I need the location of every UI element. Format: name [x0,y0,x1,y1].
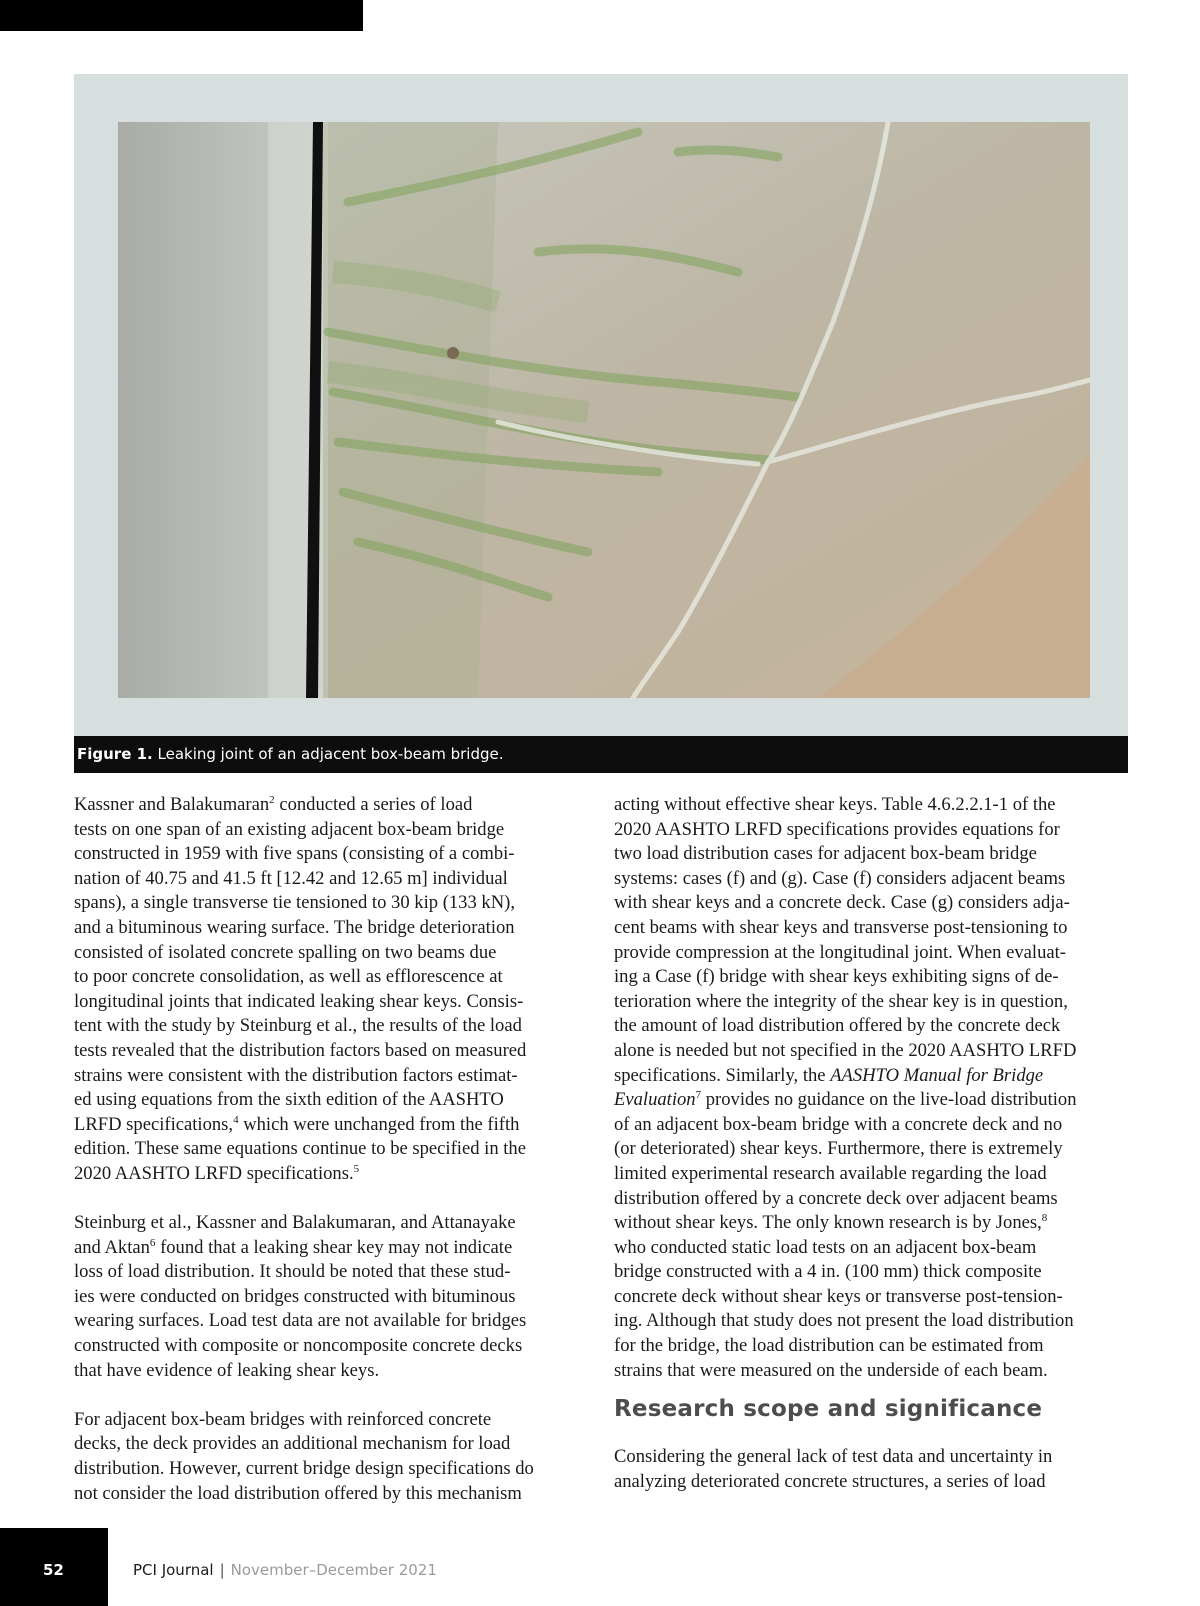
text-line: alone is needed but not specified in the 2020 AASHTO LRFD [614,1039,1077,1061]
text-line: and a bituminous wearing surface. The bridge deterioration [74,916,515,938]
text-line: analyzing deteriorated concrete structures, a series of load [614,1470,1046,1492]
text-line: limited experimental research available regarding the load [614,1162,1047,1184]
text-line: 2020 AASHTO LRFD specifications provides equations for [614,818,1060,840]
text-line: distribution. However, current bridge design specifications do [74,1458,534,1480]
text-line: concrete deck without shear keys or transverse post-tension- [614,1285,1063,1307]
text-line: LRFD specifications,$^4$ which were unchanged from the fifth [74,1113,520,1135]
right-column [614,793,1124,1494]
text-line: with shear keys and a concrete deck. Case (g) considers adja- [614,892,1070,914]
left-paragraph-3 [74,1408,584,1506]
top-black-bar [0,0,363,31]
right-paragraph-2 [614,1445,1124,1494]
text-line: tests revealed that the distribution factors based on measured [74,1039,527,1061]
text-line: without shear keys. The only known research is by Jones,$^8$ [614,1212,1048,1234]
text-line: ing. Although that study does not present the load distribution [614,1310,1074,1332]
text-line: longitudinal joints that indicated leaking shear keys. Consis- [74,990,524,1012]
text-line: loss of load distribution. It should be noted that these stud- [74,1261,511,1283]
text-line: constructed in 1959 with five spans (consisting of a combi- [74,843,515,865]
figure-photo [118,122,1090,698]
text-line: terioration where the integrity of the shear key is in question, [614,990,1068,1012]
text-line: provide compression at the longitudinal joint. When evaluat- [614,941,1066,963]
text-line: tests on one span of an existing adjacent box-beam bridge [74,818,505,840]
text-line: (or deteriorated) shear keys. Furthermore, there is extremely [614,1138,1063,1160]
left-paragraph-1 [74,793,584,1187]
text-line: tent with the study by Steinburg et al., the results of the load [74,1015,522,1037]
text-line: Considering the general lack of test data and uncertainty in [614,1446,1053,1468]
text-line: Kassner and Balakumaran$^2$ conducted a series of load [74,794,473,815]
footer-separator: | [219,1561,225,1579]
text-line: decks, the deck provides an additional mechanism for load [74,1433,511,1455]
figure-frame [74,74,1128,736]
running-footer [133,1561,437,1579]
text-line: ing a Case (f) bridge with shear keys exhibiting signs of de- [614,966,1059,988]
figure-caption [74,736,1128,773]
right-paragraph-1 [614,793,1124,1383]
text-line: constructed with composite or noncomposite concrete decks [74,1335,523,1357]
text-line: not consider the load distribution offered by this mechanism [74,1482,522,1504]
figure-caption-text: Leaking joint of an adjacent box-beam bridge. [157,745,504,763]
text-line: consisted of isolated concrete spalling on two beams due [74,941,497,963]
text-line: the amount of load distribution offered by the concrete deck [614,1015,1061,1037]
text-line: For adjacent box-beam bridges with reinforced concrete [74,1408,492,1430]
section-heading: Research scope and significance [614,1396,1043,1423]
text-line: 2020 AASHTO LRFD specifications.$^5$ [74,1162,360,1184]
text-line: who conducted static load tests on an adjacent box-beam [614,1236,1037,1258]
left-column [74,793,584,1506]
text-line: and Aktan$^6$ found that a leaking shear key may not indicate [74,1236,513,1258]
text-line: systems: cases (f) and (g). Case (f) considers adjacent beams [614,867,1066,889]
left-paragraph-2 [74,1211,584,1383]
text-line: Steinburg et al., Kassner and Balakumaran, and Attanayake [74,1212,516,1234]
text-line: cent beams with shear keys and transverse post-tensioning to [614,916,1068,938]
text-line: edition. These same equations continue to be specified in the [74,1138,526,1160]
text-line: ed using equations from the sixth edition of the AASHTO [74,1089,504,1111]
text-line: nation of 40.75 and 41.5 ft [12.42 and 12.65 m] individual [74,867,508,889]
journal-name: PCI Journal [133,1561,214,1579]
text-line: Evaluation$^7$ provides no guidance on the live-load distribution [614,1089,1077,1111]
page-number: 52 [43,1561,64,1579]
text-line: distribution offered by a concrete deck over adjacent beams [614,1187,1058,1209]
text-line: for the bridge, the load distribution can be estimated from [614,1335,1044,1357]
issue-date: November–December 2021 [230,1561,437,1579]
text-line: spans), a single transverse tie tensioned to 30 kip (133 kN), [74,892,515,914]
text-line: that have evidence of leaking shear keys. [74,1359,380,1381]
text-line: acting without effective shear keys. Table 4.6.2.2.1-1 of the [614,794,1056,815]
text-line: to poor concrete consolidation, as well as efflorescence at [74,966,503,988]
text-line: of an adjacent box-beam bridge with a concrete deck and no [614,1113,1063,1135]
text-line: strains were consistent with the distribution factors estimat- [74,1064,518,1086]
text-line: strains that were measured on the underside of each beam. [614,1359,1048,1381]
text-line: ies were conducted on bridges constructed with bituminous [74,1285,516,1307]
text-line: specifications. Similarly, the AASHTO Manual for Bridge [614,1064,1044,1086]
text-line: bridge constructed with a 4 in. (100 mm) thick composite [614,1261,1042,1283]
text-line: wearing surfaces. Load test data are not available for bridges [74,1310,527,1332]
page-number-box [0,1528,108,1606]
text-line: two load distribution cases for adjacent box-beam bridge [614,843,1037,865]
figure-label: Figure 1. [77,745,153,763]
